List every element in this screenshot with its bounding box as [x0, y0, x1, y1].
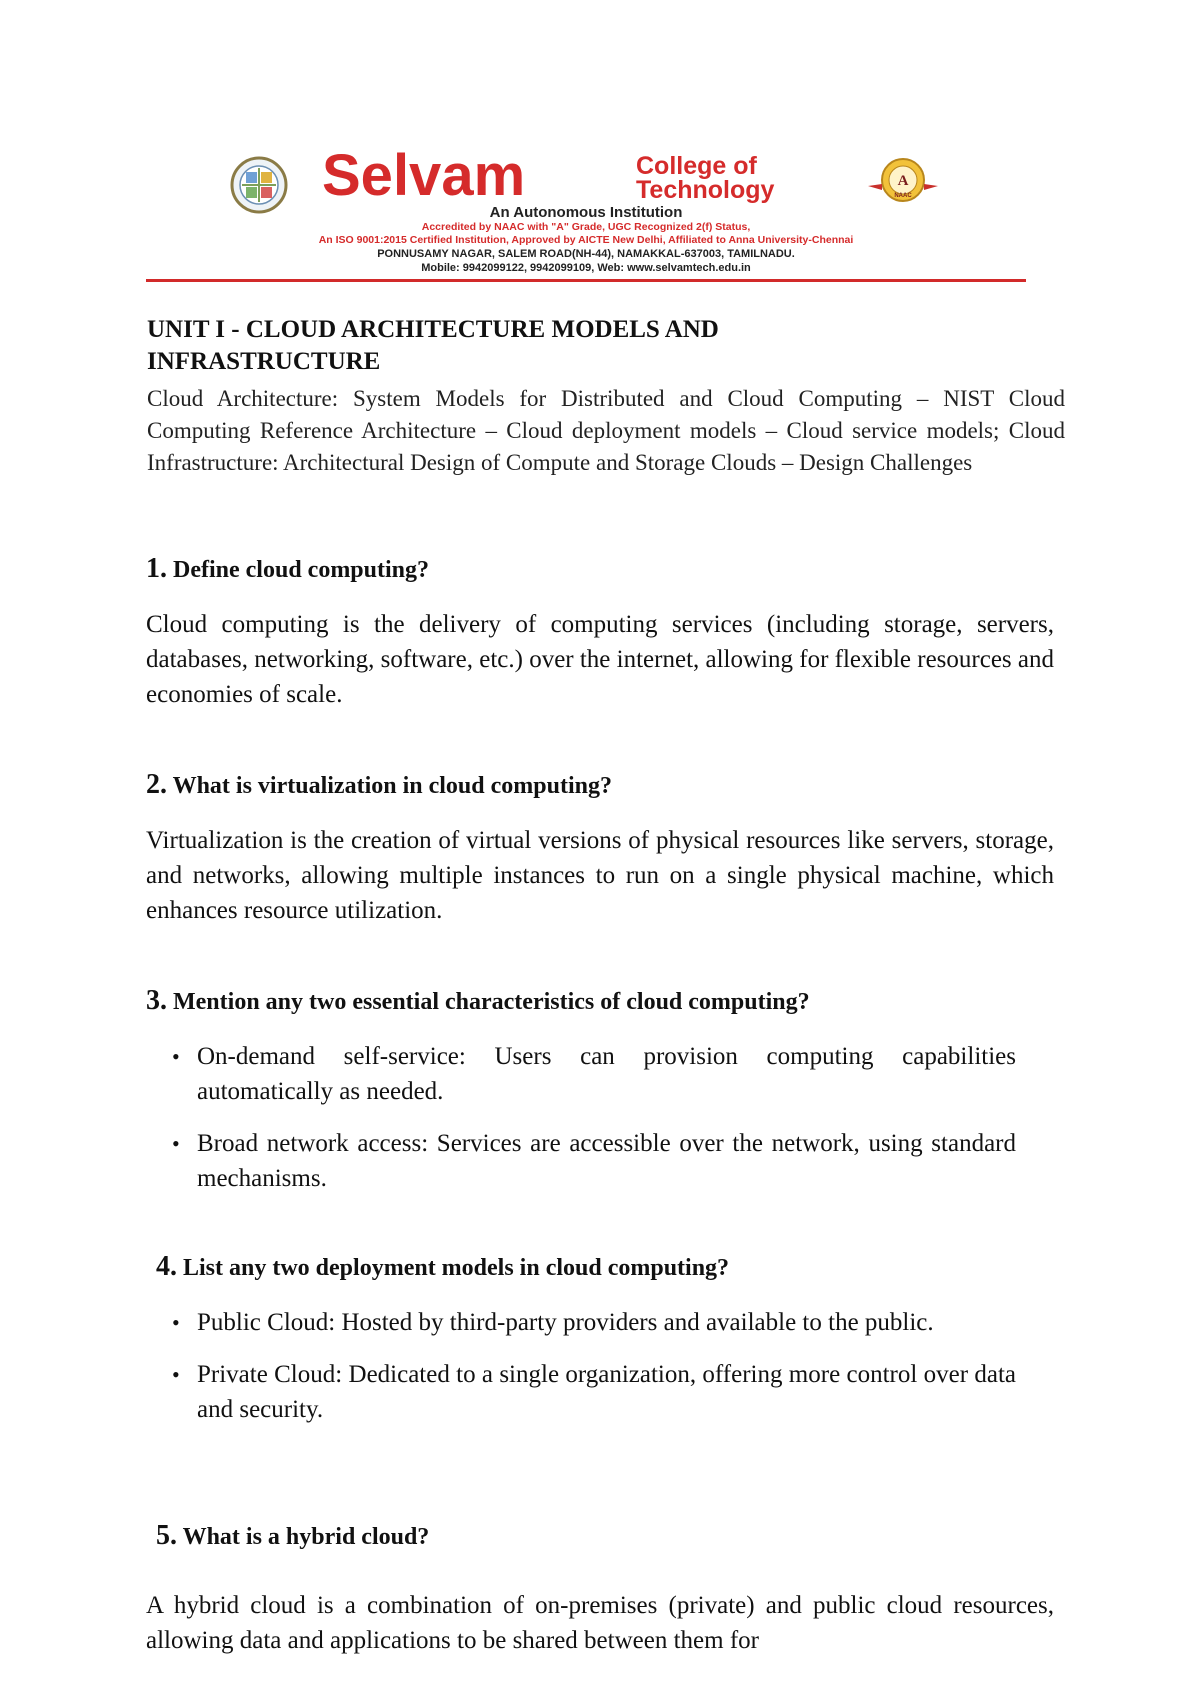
- bullet-icon: •: [172, 1131, 180, 1156]
- question-heading: [156, 1520, 429, 1552]
- list-item: [146, 1357, 1016, 1427]
- list-item-text: Public Cloud: Hosted by third-party providers and available to the public.: [197, 1309, 934, 1336]
- question-number: 1.: [146, 553, 167, 584]
- question-number: 4.: [156, 1251, 177, 1282]
- question-heading: [146, 553, 429, 585]
- bullet-icon: •: [172, 1362, 180, 1387]
- list-item: [146, 1039, 1016, 1109]
- question-number: 3.: [146, 985, 167, 1016]
- bullet-icon: •: [172, 1044, 180, 1069]
- question-heading: [146, 985, 810, 1017]
- college-name: Selvam: [322, 143, 526, 208]
- letterhead-details: [146, 204, 1026, 275]
- question-number: 2.: [146, 769, 167, 800]
- question-text: Define cloud computing?: [173, 557, 430, 583]
- letterhead-banner: [146, 143, 1026, 282]
- question-text: What is virtualization in cloud computing?: [172, 773, 612, 799]
- letterhead-contact: Mobile: 9942099122, 9942099109, Web: www.selvamtech.edu.in: [421, 262, 751, 274]
- letterhead-divider: [146, 279, 1026, 282]
- list-item-text: Broad network access: Services are accessible over the network, using standard mechanisms.: [197, 1130, 1016, 1192]
- letterhead-tagline: An Autonomous Institution: [489, 204, 683, 221]
- college-name-line-1: College of: [636, 152, 757, 180]
- answer-text: Virtualization is the creation of virtual versions of physical resources like servers, storage, and networks, allowing multiple instances to run on a single physical machine, which enhances resource utilization.: [146, 827, 1054, 924]
- bullet-list: [146, 1305, 1016, 1444]
- letterhead-affiliation: An ISO 9001:2015 Certified Institution, Approved by AICTE New Delhi, Affiliated to Anna University-Chennai: [318, 234, 854, 246]
- question-number: 5.: [156, 1520, 177, 1551]
- letterhead-address: PONNUSAMY NAGAR, SALEM ROAD(NH-44), NAMAKKAL-637003, TAMILNADU.: [377, 248, 795, 260]
- letterhead-accreditation: Accredited by NAAC with "A" Grade, UGC Recognized 2(f) Status,: [421, 221, 751, 233]
- unit-syllabus: Cloud Architecture: System Models for Distributed and Cloud Computing – NIST Cloud Computing Reference Architecture – Cloud deployment models – Cloud service models; Cloud Infrastructure: Architectural Design of Compute and Storage Clouds – Design Challenges: [147, 386, 1065, 475]
- list-item: [146, 1305, 1016, 1340]
- naac-seal-text: NAAC: [894, 193, 912, 199]
- answer-text: A hybrid cloud is a combination of on-premises (private) and public cloud resources, allowing data and applications to be shared between them for: [146, 1592, 1054, 1654]
- college-name-line-2: Technology: [636, 176, 775, 204]
- question-text: List any two deployment models in cloud computing?: [183, 1255, 730, 1281]
- list-item-text: On-demand self-service: Users can provision computing capabilities automatically as needed.: [197, 1043, 1016, 1105]
- answer-text: Cloud computing is the delivery of computing services (including storage, servers, databases, networking, software, etc.) over the internet, allowing for flexible resources and economies of scale.: [146, 611, 1054, 708]
- question-heading: [146, 769, 612, 801]
- question-heading: [156, 1251, 729, 1283]
- bullet-list: [146, 1039, 1016, 1213]
- question-text: What is a hybrid cloud?: [182, 1524, 430, 1550]
- naac-seal-letter: A: [897, 173, 909, 189]
- bullet-icon: •: [172, 1310, 180, 1335]
- list-item: [146, 1126, 1016, 1196]
- question-text: Mention any two essential characteristics of cloud computing?: [173, 989, 810, 1015]
- unit-title: UNIT I - CLOUD ARCHITECTURE MODELS AND INFRASTRUCTURE: [147, 316, 719, 375]
- list-item-text: Private Cloud: Dedicated to a single organization, offering more control over data and security.: [197, 1361, 1016, 1423]
- college-name-sub: [636, 154, 774, 202]
